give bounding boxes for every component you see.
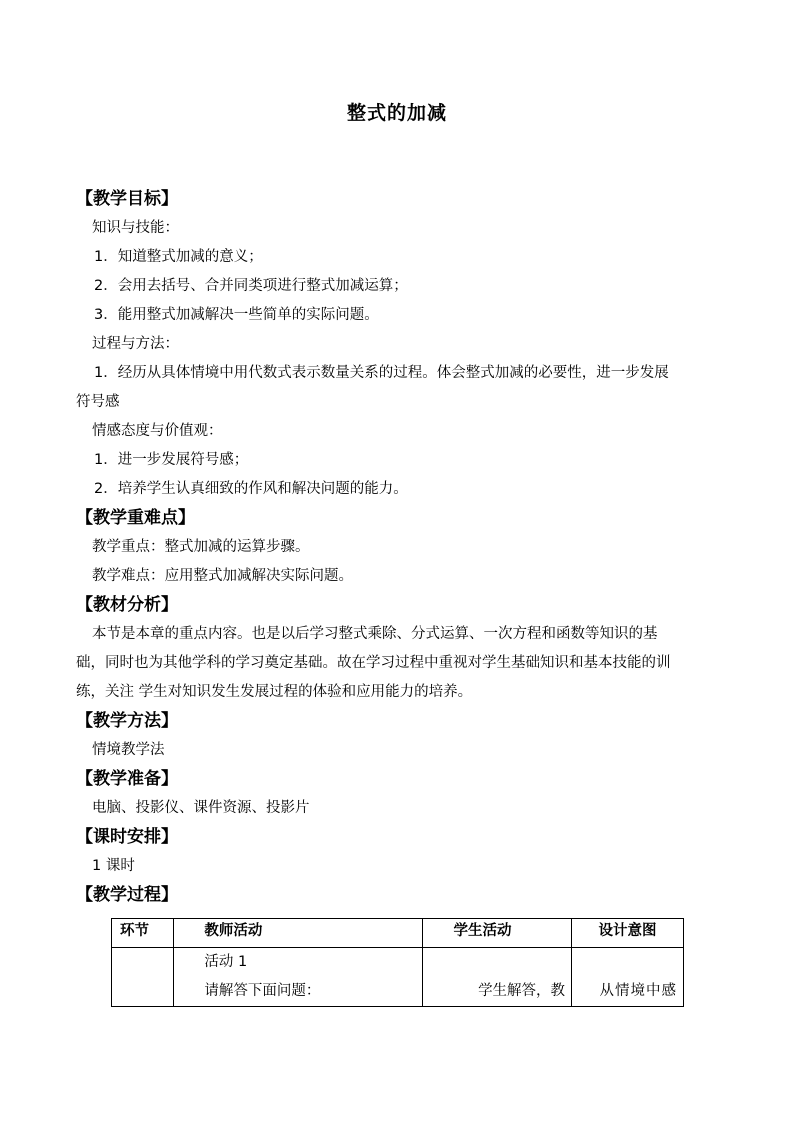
design-intent-text: 从情境中感 [599, 983, 677, 999]
teacher-activity-line: 请解答下面问题： [204, 983, 321, 999]
knowledge-label: 知识与技能： [92, 220, 179, 236]
intent-cell [572, 948, 684, 1007]
section-heading-prep: 【教学准备】 [76, 769, 178, 789]
knowledge-item: 3．能用整式加减解决一些简单的实际问题。 [94, 307, 379, 323]
process-item-line: 1．经历从具体情境中用代数式表示数量关系的过程。体会整式加减的必要性，进一步发展 [94, 365, 669, 381]
emotion-item: 2．培养学生认真细致的作风和解决问题的能力。 [94, 481, 408, 497]
teacher-activity-line: 活动 1 [204, 954, 248, 970]
schedule-text: 1 课时 [92, 858, 135, 874]
document-title: 整式的加减 [346, 102, 447, 124]
table-row [112, 948, 684, 1007]
section-heading-schedule: 【课时安排】 [76, 827, 178, 847]
section-heading-method: 【教学方法】 [76, 711, 178, 731]
analysis-line: 础，同时也为其他学科的学习奠定基础。故在学习过程中重视对学生基础知识和基本技能的训 [76, 655, 671, 671]
document-body [76, 185, 726, 910]
emotion-label: 情感态度与价值观： [92, 423, 223, 439]
process-item-line: 符号感 [76, 394, 120, 410]
knowledge-item: 1．知道整式加减的意义； [94, 249, 263, 265]
column-header-stage: 环节 [112, 919, 174, 948]
prep-text: 电脑、投影仪、课件资源、投影片 [92, 800, 310, 816]
student-activity-text: 学生解答，教 [478, 983, 566, 999]
method-text: 情境教学法 [92, 742, 165, 758]
process-table [111, 918, 684, 1007]
section-heading-keypoints: 【教学重难点】 [76, 508, 195, 528]
section-heading-analysis: 【教材分析】 [76, 595, 178, 615]
analysis-line: 练，关注 学生对知识发生发展过程的体验和应用能力的培养。 [76, 684, 473, 700]
analysis-line: 本节是本章的重点内容。也是以后学习整式乘除、分式运算、一次方程和函数等知识的基 [92, 626, 658, 642]
column-header-student: 学生活动 [423, 919, 572, 948]
student-cell [423, 948, 572, 1007]
section-heading-process: 【教学过程】 [76, 885, 178, 905]
column-header-teacher: 教师活动 [174, 919, 423, 948]
knowledge-item: 2．会用去括号、合并同类项进行整式加减运算； [94, 278, 408, 294]
stage-cell [112, 948, 174, 1007]
table-header-row [112, 919, 684, 948]
teacher-cell [174, 948, 423, 1007]
column-header-intent: 设计意图 [572, 919, 684, 948]
section-heading-goals: 【教学目标】 [76, 189, 178, 209]
difficult-point: 教学难点：应用整式加减解决实际问题。 [92, 568, 353, 584]
key-point: 教学重点：整式加减的运算步骤。 [92, 539, 310, 555]
emotion-item: 1．进一步发展符号感； [94, 452, 249, 468]
process-label: 过程与方法： [92, 336, 179, 352]
